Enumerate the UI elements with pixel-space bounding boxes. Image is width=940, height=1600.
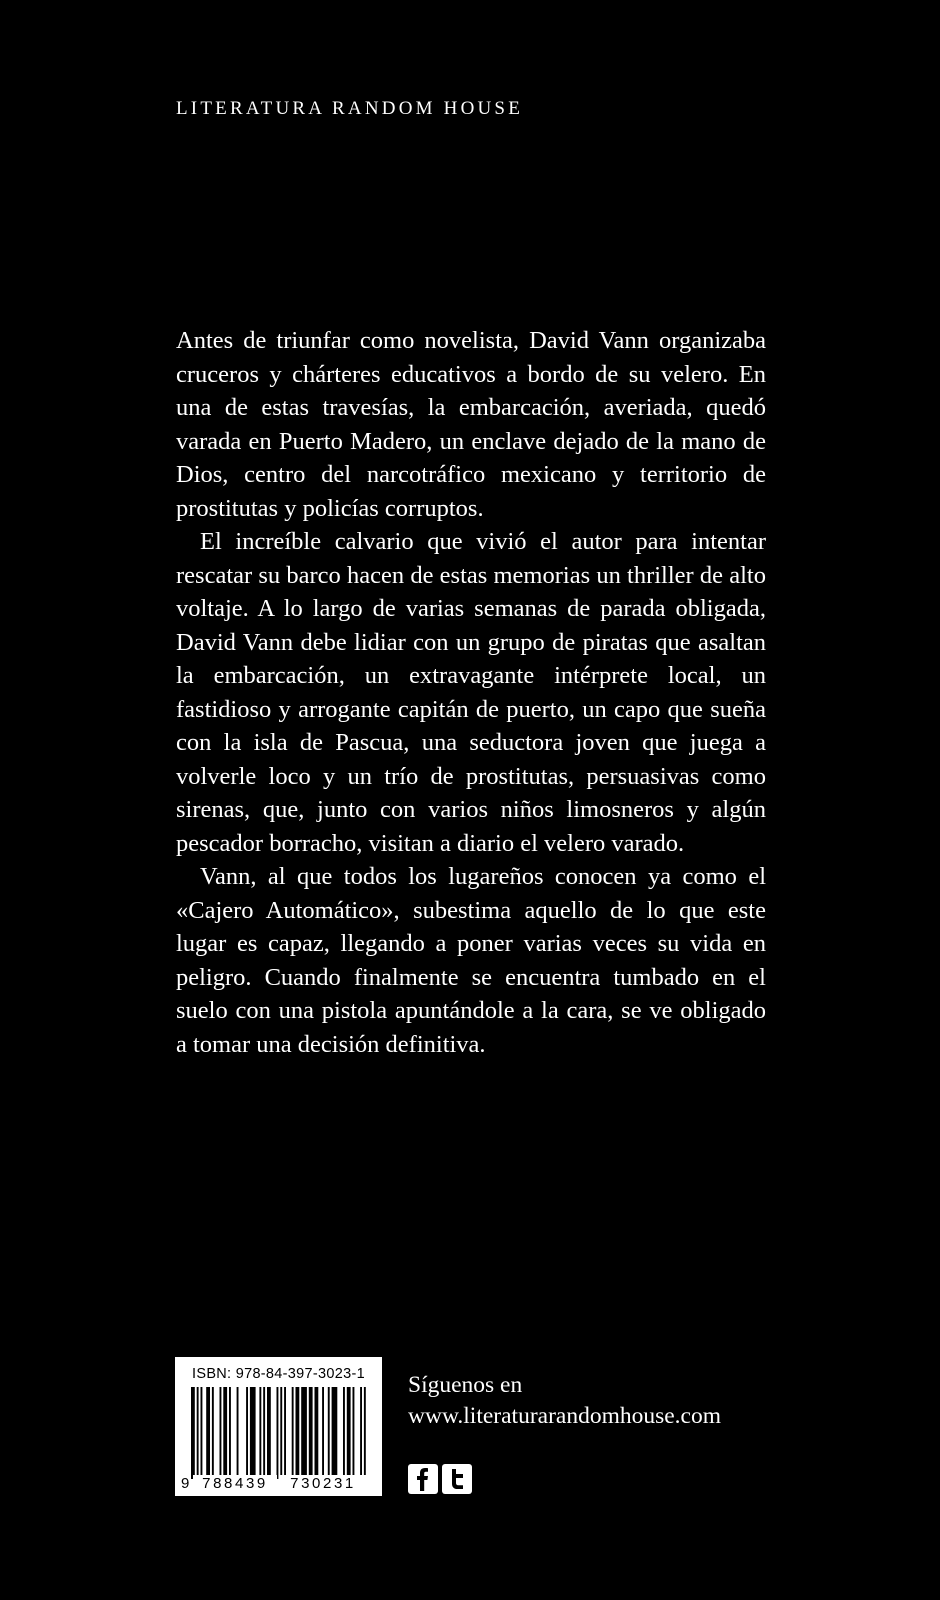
barcode-digit-first: 9 xyxy=(181,1475,190,1492)
barcode-bar xyxy=(191,1387,195,1479)
isbn-barcode xyxy=(175,1357,382,1496)
barcode-bar xyxy=(277,1387,279,1479)
barcode-bar xyxy=(332,1387,338,1479)
barcode-bar xyxy=(263,1387,265,1479)
isbn-label: ISBN: 978-84-397-3023-1 xyxy=(192,1366,365,1382)
barcode-bar xyxy=(296,1387,300,1479)
barcode-digits-left: 788439 xyxy=(193,1475,277,1492)
barcode-graphic xyxy=(187,1387,372,1479)
barcode-digits-right: 730231 xyxy=(279,1475,367,1492)
barcode-bar xyxy=(206,1387,210,1479)
barcode-digits xyxy=(175,1475,382,1493)
barcode-bar xyxy=(322,1387,324,1479)
barcode-bar xyxy=(284,1387,286,1479)
barcode-bar xyxy=(246,1387,248,1479)
barcode-bar xyxy=(315,1387,319,1479)
barcode-bar xyxy=(229,1387,231,1479)
barcode-bar xyxy=(223,1387,227,1479)
synopsis-paragraph-1: Antes de triunfar como novelista, David Vann organizaba cruceros y chárteres educativos a bordo de su velero. En una de estas travesías, la embarcación, averiada, quedó varada en Puerto Madero, un enclave dejado de la mano de Dios, centro del narcotráfico mexicano y territorio de prostitutas y policías corruptos. xyxy=(176,327,766,522)
publisher-imprint: LITERATURA RANDOM HOUSE xyxy=(176,98,523,119)
barcode-bar xyxy=(201,1387,203,1479)
barcode-bar xyxy=(301,1387,307,1479)
synopsis-paragraph-3: Vann, al que todos los lugareños conocen ya como el «Cajero Automático», subestima aquello de lo que este lugar es capaz, llegando a poner varias veces su vida en peligro. Cuando finalmente se encuentra tumbado en el suelo con una pistola apuntándole a la cara, se ve obligado a tomar una decisión definitiva. xyxy=(176,863,766,1058)
synopsis-paragraph-2: El increíble calvario que vivió el autor para intentar rescatar su barco hacen de estas memorias un thriller de alto voltaje. A lo largo de varias semanas de parada obligada, David Vann debe lidiar con un grupo de piratas que asaltan la embarcación, un extravagante intérprete local, un fastidioso y arrogante capitán de puerto, un capo que sueña con la isla de Pascua, una seductora joven que juega a volverle loco y un trío de prostitutas, persuasivas como sirenas, que, junto con varios niños limosneros y algún pescador borracho, visitan a diario el velero varado. xyxy=(176,528,766,857)
barcode-bar xyxy=(364,1387,366,1479)
barcode-bar xyxy=(250,1387,256,1479)
barcode-bar xyxy=(220,1387,222,1479)
barcode-bar xyxy=(360,1387,362,1479)
synopsis xyxy=(176,324,766,1061)
barcode-bar xyxy=(197,1387,199,1479)
barcode-bar xyxy=(212,1387,214,1479)
twitter-icon[interactable] xyxy=(442,1464,472,1494)
barcode-bar xyxy=(328,1387,330,1479)
barcode-bar xyxy=(343,1387,345,1479)
barcode-bar xyxy=(237,1387,239,1479)
barcode-bar xyxy=(347,1387,351,1479)
barcode-bars xyxy=(187,1387,372,1479)
website-link[interactable]: www.literaturarandomhouse.com xyxy=(408,1403,722,1429)
barcode-bar xyxy=(292,1387,294,1479)
barcode-bar xyxy=(353,1387,355,1479)
social-icons xyxy=(408,1464,472,1494)
barcode-bar xyxy=(267,1387,271,1479)
barcode-bar xyxy=(259,1387,261,1479)
barcode-bar xyxy=(309,1387,313,1479)
facebook-icon[interactable] xyxy=(408,1464,438,1494)
barcode-bar xyxy=(280,1387,282,1479)
follow-us xyxy=(408,1370,721,1432)
follow-label: Síguenos en xyxy=(408,1372,523,1398)
